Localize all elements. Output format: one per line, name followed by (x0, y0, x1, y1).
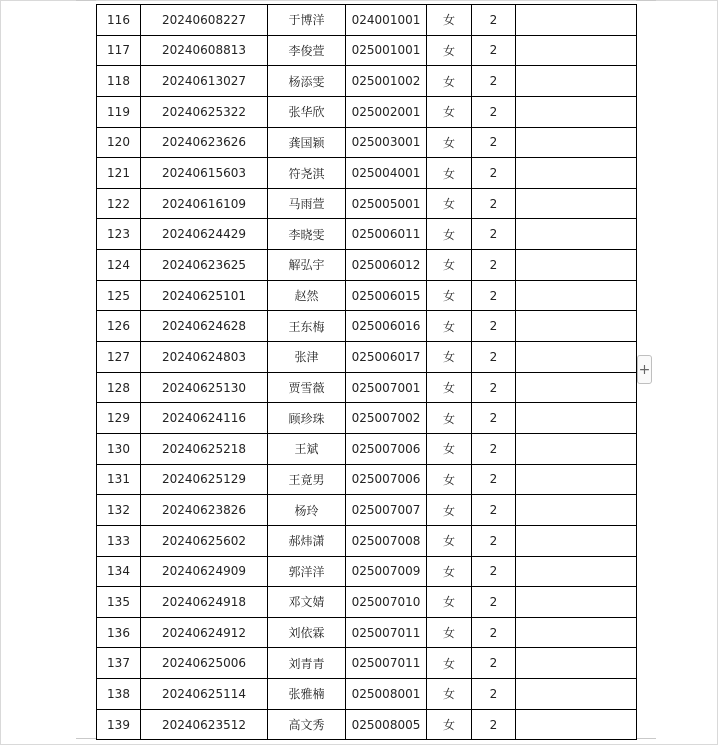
position-code-cell: 025006015 (346, 280, 427, 311)
position-code-cell: 025004001 (346, 158, 427, 189)
position-code-cell: 025007007 (346, 495, 427, 526)
count-cell: 2 (472, 709, 516, 740)
gender-cell: 女 (427, 372, 472, 403)
position-code-cell: 025008001 (346, 679, 427, 710)
count-cell: 2 (472, 372, 516, 403)
exam-id-cell: 20240625218 (141, 433, 268, 464)
table-row (97, 342, 637, 373)
margin-mark-top-right (636, 0, 656, 1)
gender-cell: 女 (427, 709, 472, 740)
gender-cell: 女 (427, 587, 472, 618)
exam-id-cell: 20240624912 (141, 617, 268, 648)
row-number-cell: 131 (97, 464, 141, 495)
remark-cell (516, 679, 637, 710)
position-code-cell: 025007006 (346, 464, 427, 495)
table-row (97, 495, 637, 526)
position-code-cell: 025007008 (346, 525, 427, 556)
roster-table-body (97, 5, 637, 740)
gender-cell: 女 (427, 188, 472, 219)
count-cell: 2 (472, 679, 516, 710)
position-code-cell: 024001001 (346, 5, 427, 36)
row-number-cell: 134 (97, 556, 141, 587)
exam-id-cell: 20240616109 (141, 188, 268, 219)
position-code-cell: 025006017 (346, 342, 427, 373)
remark-cell (516, 311, 637, 342)
name-cell: 高文秀 (268, 709, 346, 740)
name-cell: 刘青青 (268, 648, 346, 679)
gender-cell: 女 (427, 403, 472, 434)
position-code-cell: 025003001 (346, 127, 427, 158)
name-cell: 顾珍珠 (268, 403, 346, 434)
gender-cell: 女 (427, 127, 472, 158)
table-row (97, 403, 637, 434)
table-row (97, 127, 637, 158)
position-code-cell: 025007011 (346, 617, 427, 648)
row-number-cell: 139 (97, 709, 141, 740)
name-cell: 赵然 (268, 280, 346, 311)
remark-cell (516, 464, 637, 495)
row-number-cell: 129 (97, 403, 141, 434)
exam-id-cell: 20240623626 (141, 127, 268, 158)
row-number-cell: 130 (97, 433, 141, 464)
table-row (97, 679, 637, 710)
row-number-cell: 126 (97, 311, 141, 342)
table-row (97, 158, 637, 189)
gender-cell: 女 (427, 342, 472, 373)
table-row (97, 525, 637, 556)
count-cell: 2 (472, 219, 516, 250)
table-row (97, 96, 637, 127)
exam-id-cell: 20240624918 (141, 587, 268, 618)
table-row (97, 464, 637, 495)
name-cell: 郝炜潇 (268, 525, 346, 556)
position-code-cell: 025006011 (346, 219, 427, 250)
row-number-cell: 124 (97, 250, 141, 281)
name-cell: 王东梅 (268, 311, 346, 342)
row-number-cell: 133 (97, 525, 141, 556)
exam-id-cell: 20240625101 (141, 280, 268, 311)
remark-cell (516, 495, 637, 526)
remark-cell (516, 709, 637, 740)
count-cell: 2 (472, 280, 516, 311)
row-number-cell: 120 (97, 127, 141, 158)
exam-id-cell: 20240613027 (141, 66, 268, 97)
count-cell: 2 (472, 66, 516, 97)
row-number-cell: 122 (97, 188, 141, 219)
row-number-cell: 136 (97, 617, 141, 648)
table-row (97, 617, 637, 648)
gender-cell: 女 (427, 96, 472, 127)
count-cell: 2 (472, 495, 516, 526)
count-cell: 2 (472, 311, 516, 342)
table-row (97, 556, 637, 587)
count-cell: 2 (472, 35, 516, 66)
name-cell: 贾雪薇 (268, 372, 346, 403)
remark-cell (516, 66, 637, 97)
exam-id-cell: 20240624803 (141, 342, 268, 373)
margin-mark-bottom-right (636, 738, 656, 739)
table-row (97, 433, 637, 464)
roster-table (96, 4, 637, 740)
name-cell: 李俊萱 (268, 35, 346, 66)
gender-cell: 女 (427, 5, 472, 36)
count-cell: 2 (472, 96, 516, 127)
gender-cell: 女 (427, 525, 472, 556)
exam-id-cell: 20240625114 (141, 679, 268, 710)
exam-id-cell: 20240615603 (141, 158, 268, 189)
table-row (97, 372, 637, 403)
gender-cell: 女 (427, 66, 472, 97)
row-number-cell: 123 (97, 219, 141, 250)
gender-cell: 女 (427, 556, 472, 587)
remark-cell (516, 188, 637, 219)
exam-id-cell: 20240625006 (141, 648, 268, 679)
remark-cell (516, 525, 637, 556)
exam-id-cell: 20240623512 (141, 709, 268, 740)
position-code-cell: 025007009 (346, 556, 427, 587)
exam-id-cell: 20240624909 (141, 556, 268, 587)
gender-cell: 女 (427, 250, 472, 281)
remark-cell (516, 127, 637, 158)
exam-id-cell: 20240624628 (141, 311, 268, 342)
count-cell: 2 (472, 464, 516, 495)
name-cell: 刘依霖 (268, 617, 346, 648)
table-row (97, 35, 637, 66)
row-number-cell: 127 (97, 342, 141, 373)
table-row (97, 219, 637, 250)
position-code-cell: 025006016 (346, 311, 427, 342)
gender-cell: 女 (427, 433, 472, 464)
exam-id-cell: 20240625130 (141, 372, 268, 403)
remark-cell (516, 158, 637, 189)
position-code-cell: 025007001 (346, 372, 427, 403)
count-cell: 2 (472, 617, 516, 648)
remark-cell (516, 617, 637, 648)
table-row (97, 587, 637, 618)
count-cell: 2 (472, 127, 516, 158)
gender-cell: 女 (427, 617, 472, 648)
exam-id-cell: 20240625602 (141, 525, 268, 556)
margin-mark-top-left (76, 0, 96, 1)
remark-cell (516, 556, 637, 587)
exam-id-cell: 20240624116 (141, 403, 268, 434)
count-cell: 2 (472, 433, 516, 464)
gender-cell: 女 (427, 311, 472, 342)
position-code-cell: 025001002 (346, 66, 427, 97)
position-code-cell: 025001001 (346, 35, 427, 66)
gender-cell: 女 (427, 648, 472, 679)
count-cell: 2 (472, 188, 516, 219)
position-code-cell: 025007011 (346, 648, 427, 679)
exam-id-cell: 20240625129 (141, 464, 268, 495)
name-cell: 郭洋洋 (268, 556, 346, 587)
name-cell: 龚国颖 (268, 127, 346, 158)
row-number-cell: 132 (97, 495, 141, 526)
position-code-cell: 025007010 (346, 587, 427, 618)
table-row (97, 188, 637, 219)
remark-cell (516, 342, 637, 373)
name-cell: 邓文婧 (268, 587, 346, 618)
row-number-cell: 118 (97, 66, 141, 97)
name-cell: 张津 (268, 342, 346, 373)
margin-mark-bottom-left (76, 738, 96, 739)
position-code-cell: 025002001 (346, 96, 427, 127)
row-number-cell: 138 (97, 679, 141, 710)
row-number-cell: 137 (97, 648, 141, 679)
count-cell: 2 (472, 342, 516, 373)
table-row (97, 709, 637, 740)
gender-cell: 女 (427, 679, 472, 710)
gender-cell: 女 (427, 280, 472, 311)
position-code-cell: 025007002 (346, 403, 427, 434)
table-row (97, 311, 637, 342)
add-row-button[interactable]: + (637, 355, 652, 384)
table-row (97, 280, 637, 311)
count-cell: 2 (472, 648, 516, 679)
table-row (97, 648, 637, 679)
exam-id-cell: 20240608813 (141, 35, 268, 66)
count-cell: 2 (472, 403, 516, 434)
count-cell: 2 (472, 525, 516, 556)
name-cell: 符尧淇 (268, 158, 346, 189)
name-cell: 杨添雯 (268, 66, 346, 97)
remark-cell (516, 219, 637, 250)
remark-cell (516, 280, 637, 311)
remark-cell (516, 648, 637, 679)
table-row (97, 66, 637, 97)
count-cell: 2 (472, 250, 516, 281)
name-cell: 解弘宇 (268, 250, 346, 281)
position-code-cell: 025007006 (346, 433, 427, 464)
gender-cell: 女 (427, 464, 472, 495)
gender-cell: 女 (427, 158, 472, 189)
row-number-cell: 119 (97, 96, 141, 127)
name-cell: 杨玲 (268, 495, 346, 526)
position-code-cell: 025005001 (346, 188, 427, 219)
name-cell: 张华欣 (268, 96, 346, 127)
remark-cell (516, 433, 637, 464)
name-cell: 于博洋 (268, 5, 346, 36)
remark-cell (516, 35, 637, 66)
exam-id-cell: 20240623625 (141, 250, 268, 281)
row-number-cell: 116 (97, 5, 141, 36)
table-row (97, 250, 637, 281)
position-code-cell: 025006012 (346, 250, 427, 281)
row-number-cell: 121 (97, 158, 141, 189)
row-number-cell: 117 (97, 35, 141, 66)
remark-cell (516, 5, 637, 36)
name-cell: 马雨萱 (268, 188, 346, 219)
gender-cell: 女 (427, 219, 472, 250)
count-cell: 2 (472, 158, 516, 189)
remark-cell (516, 372, 637, 403)
row-number-cell: 125 (97, 280, 141, 311)
exam-id-cell: 20240625322 (141, 96, 268, 127)
table-row (97, 5, 637, 36)
exam-id-cell: 20240623826 (141, 495, 268, 526)
count-cell: 2 (472, 587, 516, 618)
remark-cell (516, 403, 637, 434)
name-cell: 张雅楠 (268, 679, 346, 710)
row-number-cell: 135 (97, 587, 141, 618)
count-cell: 2 (472, 5, 516, 36)
gender-cell: 女 (427, 35, 472, 66)
count-cell: 2 (472, 556, 516, 587)
name-cell: 王竟男 (268, 464, 346, 495)
name-cell: 李晓雯 (268, 219, 346, 250)
exam-id-cell: 20240608227 (141, 5, 268, 36)
row-number-cell: 128 (97, 372, 141, 403)
gender-cell: 女 (427, 495, 472, 526)
exam-id-cell: 20240624429 (141, 219, 268, 250)
remark-cell (516, 96, 637, 127)
name-cell: 王斌 (268, 433, 346, 464)
position-code-cell: 025008005 (346, 709, 427, 740)
remark-cell (516, 250, 637, 281)
remark-cell (516, 587, 637, 618)
